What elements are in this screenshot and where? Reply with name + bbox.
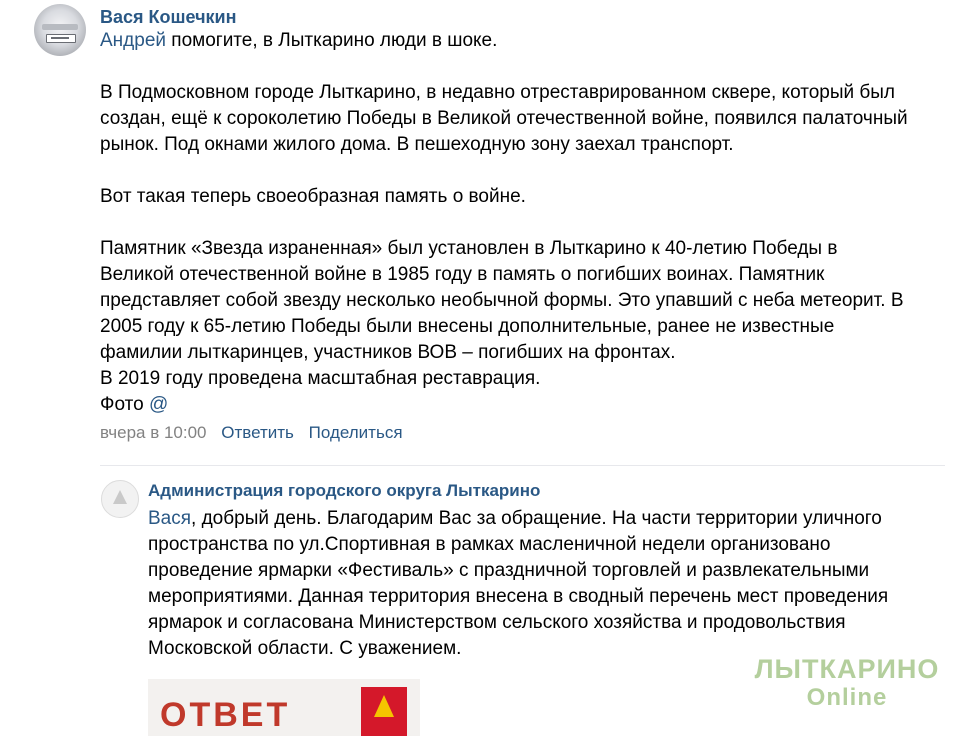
reply-line: Вася, добрый день. Благодарим Вас за обращение. На части территории уличного: [148, 508, 882, 529]
comment-line: рынок. Под окнами жилого дома. В пешеходную зону заехал транспорт.: [100, 134, 734, 155]
reply-line: пространства по ул.Спортивная в рамках масленичной недели организовано: [148, 534, 831, 555]
comment-line: 2005 году к 65-летию Победы были внесены дополнительные, ранее не известные: [100, 316, 835, 337]
reply: [148, 480, 938, 662]
coat-of-arms-icon: [361, 687, 407, 736]
photo-label: Фото: [100, 394, 144, 415]
paragraph-gap: [100, 158, 960, 184]
divider: [100, 465, 945, 466]
reply-button[interactable]: Ответить: [221, 423, 294, 442]
comment-line: В Подмосковном городе Лыткарино, в недавно отреставрированном сквере, который был: [100, 82, 896, 103]
comment-line: [100, 392, 960, 418]
avatar[interactable]: [34, 4, 86, 56]
attachment-word: ОТВЕТ: [160, 696, 291, 734]
reply-line: мероприятиями. Данная территория внесена в сводный перечень мест проведения: [148, 586, 889, 607]
paragraph-gap: [100, 54, 960, 80]
comment-line: Великой отечественной войне в 1985 году в память о погибших воинах. Памятник: [100, 264, 825, 285]
reply-author-link[interactable]: Администрация городского округа Лыткарино: [148, 481, 541, 500]
comment-line: Андрей помогите, в Лыткарино люди в шоке.: [100, 30, 498, 51]
reply-line: ярмарок и согласована Министерством сельского хозяйства и продовольствия: [148, 612, 846, 633]
comment-line: представляет собой звезду несколько необычной формы. Это упавший с неба метеорит. В: [100, 290, 904, 311]
comment-line: создан, ещё к сороколетию Победы в Великой отечественной войне, появился палаточный: [100, 108, 908, 129]
comment: [100, 6, 960, 444]
watermark-line2: Online: [806, 684, 888, 711]
watermark: [752, 654, 942, 712]
reply-line: Московской области. С уважением.: [148, 638, 462, 659]
comment-line: В 2019 году проведена масштабная реставрация.: [100, 368, 541, 389]
timestamp[interactable]: вчера в 10:00: [100, 423, 207, 442]
mention-link[interactable]: Андрей: [100, 30, 166, 51]
emblem-icon: [113, 490, 127, 504]
reply-text: [148, 506, 938, 662]
paragraph-gap: [100, 210, 960, 236]
car-grille-icon: [42, 24, 78, 30]
mention-link[interactable]: Вася: [148, 508, 192, 529]
comment-line: фамилии лыткаринцев, участников ВОВ – погибших на фронтах.: [100, 342, 676, 363]
comment-author-link[interactable]: Вася Кошечкин: [100, 7, 237, 27]
comment-meta: [100, 422, 960, 444]
reply-avatar[interactable]: [101, 480, 139, 518]
comment-text: [100, 28, 960, 418]
photo-mention-link[interactable]: @: [148, 394, 169, 415]
attached-image[interactable]: [148, 679, 420, 736]
reply-line: проведение ярмарки «Фестиваль» с праздничной торговлей и развлекательными: [148, 560, 870, 581]
watermark-line1: ЛЫТКАРИНО: [754, 654, 940, 684]
comment-line: Вот такая теперь своеобразная память о войне.: [100, 186, 526, 207]
license-plate-icon: [46, 34, 76, 43]
share-button[interactable]: Поделиться: [308, 423, 403, 442]
comment-line: Памятник «Звезда израненная» был установлен в Лыткарино к 40-летию Победы в: [100, 238, 838, 259]
